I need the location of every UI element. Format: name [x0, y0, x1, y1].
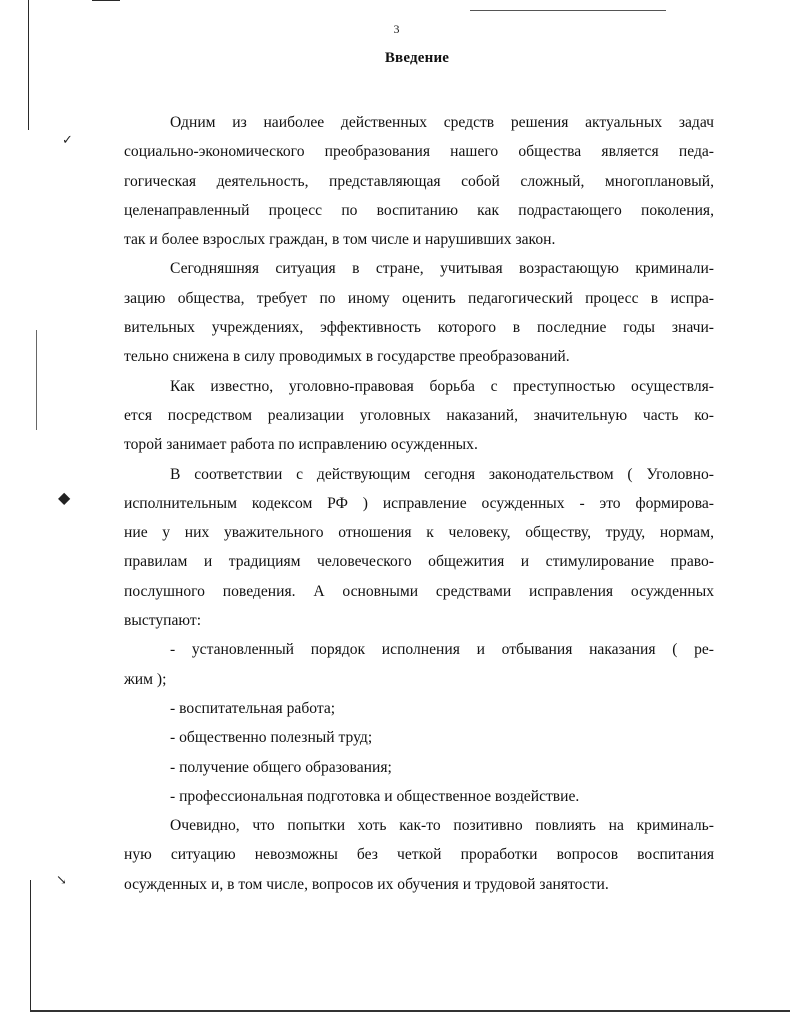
page-title: Введение	[384, 50, 450, 66]
paragraph-line: Одним из наиболее действенных средств решения актуальных задач	[170, 114, 714, 131]
paragraph-line: Как известно, уголовно-правовая борьба с преступностью осуществля-	[170, 377, 714, 395]
list-item: - профессиональная подготовка и общественное воздействие.	[170, 787, 580, 805]
paragraph-line: ную ситуацию невозможны без четкой проработки вопросов воспитания	[124, 846, 714, 864]
scan-edge-left-vertical-bottom	[30, 880, 31, 1010]
list-item: - общественно полезный труд;	[170, 729, 373, 747]
paragraph-line: вительных учреждениях, эффективность которого в последние годы значи-	[124, 319, 714, 337]
paragraph-line: так и более взрослых граждан, в том числе и нарушивших закон.	[124, 231, 556, 249]
paragraph-3	[124, 372, 714, 460]
paragraph-line: зацию общества, требует по иному оценить педагогический процесс в испра-	[124, 289, 714, 307]
paragraph-2	[124, 254, 714, 371]
list-item-regime: - установленный порядок исполнения и отбывания наказания ( ре-	[170, 641, 714, 659]
paragraph-line: В соответствии с действующим сегодня законодательством ( Уголовно-	[170, 465, 714, 483]
scan-mark-bullet: ◆	[58, 490, 71, 507]
scan-mark-arrow: ↘	[56, 872, 67, 887]
paragraph-line: осужденных и, в том числе, вопросов их обучения и трудовой занятости.	[124, 875, 609, 893]
scan-edge-top-left	[92, 0, 120, 1]
paragraph-line: тельно снижена в силу проводимых в государстве преобразований.	[124, 348, 570, 366]
means-list	[124, 635, 714, 811]
list-item: - получение общего образования;	[170, 758, 392, 776]
closing-paragraph	[124, 811, 714, 899]
page-number: 3	[393, 22, 400, 36]
paragraph-line: Очевидно, что попытки хоть как-то позитивно повлиять на криминаль-	[170, 817, 714, 835]
scan-mark-tick: ✓	[62, 132, 73, 147]
paragraph-line: послушного поведения. А основными средствами исправления осужденных	[124, 582, 714, 600]
paragraph-line: исполнительным кодексом РФ ) исправление осужденных - это формирова-	[124, 494, 714, 512]
paragraph-line: выступают:	[124, 612, 202, 630]
paragraph-line: социально-экономического преобразования нашего общества является педа-	[124, 143, 714, 161]
paragraph-1	[124, 108, 714, 254]
paragraph-line: ние у них уважительного отношения к человеку, обществу, труду, нормам,	[124, 524, 714, 542]
paragraph-4	[124, 460, 714, 636]
list-item: - воспитательная работа;	[170, 699, 336, 717]
document-body	[124, 108, 714, 899]
scan-edge-top-right	[470, 10, 666, 11]
paragraph-line: ется посредством реализации уголовных наказаний, значительную часть ко-	[124, 406, 714, 424]
paragraph-line: правилам и традициям человеческого общежития и стимулирование право-	[124, 553, 714, 571]
scan-edge-left-vertical-lower	[36, 330, 37, 430]
paragraph-line: Сегодняшняя ситуация в стране, учитывая возрастающую криминали-	[170, 260, 714, 278]
list-item-regime-continued: жим );	[124, 670, 167, 688]
paragraph-line: целенаправленный процесс по воспитанию как подрастающего поколения,	[124, 201, 714, 219]
paragraph-line: торой занимает работа по исправлению осужденных.	[124, 436, 478, 454]
scan-edge-bottom	[30, 1010, 790, 1012]
paragraph-line: гогическая деятельность, представляющая собой сложный, многоплановый,	[124, 172, 714, 190]
